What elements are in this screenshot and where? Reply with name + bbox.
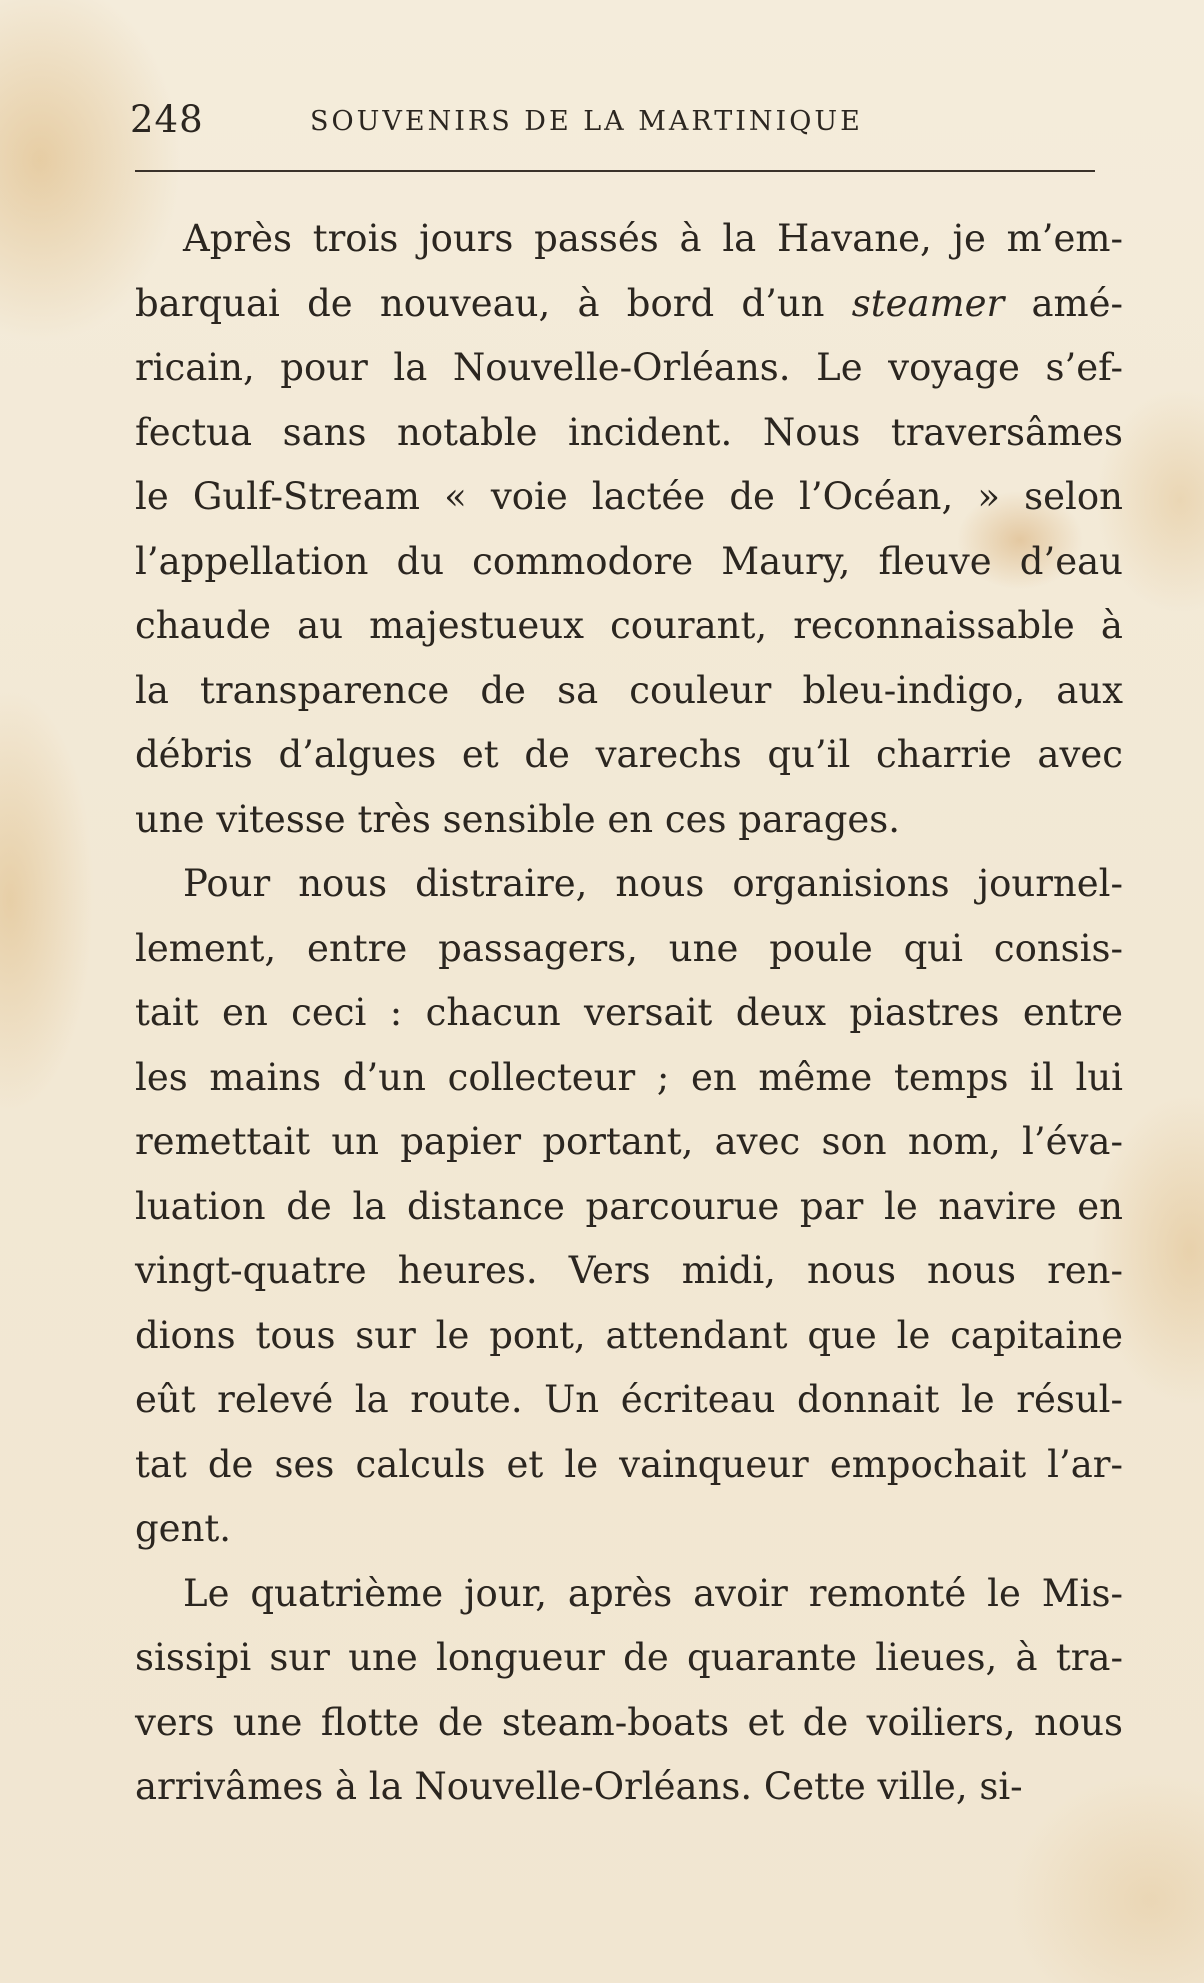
text-line: [135, 336, 1123, 401]
text-line: [135, 659, 1123, 724]
text-segment: tat de ses calculs et le vainqueur empochait l’ar-: [135, 1442, 1123, 1486]
body-text: [135, 207, 1123, 1820]
text-line: [135, 594, 1123, 659]
paragraph: [135, 852, 1123, 1562]
text-segment: fectua sans notable incident. Nous traversâmes: [135, 410, 1123, 454]
running-title: SOUVENIRS DE LA MARTINIQUE: [310, 106, 863, 137]
header-rule: [135, 170, 1095, 172]
text-line: [135, 1110, 1123, 1175]
text-segment: vingt-quatre heures. Vers midi, nous nous ren-: [135, 1249, 1123, 1292]
text-segment: Après trois jours passés à la Havane, je m’em-: [183, 217, 1123, 260]
page-header: [130, 98, 1095, 148]
page-number: 248: [130, 98, 204, 141]
text-segment: eût relevé la route. Un écriteau donnait le résul-: [135, 1378, 1123, 1421]
text-line: [135, 272, 1123, 337]
text-segment: arrivâmes à la Nouvelle-Orléans. Cette ville, si-: [135, 1765, 1023, 1808]
text-segment: chaude au majestueux courant, reconnaissable à: [135, 604, 1123, 647]
text-line: [135, 1497, 1123, 1562]
text-segment: le Gulf-Stream « voie lactée de l’Océan, » selon: [135, 475, 1123, 518]
text-segment: tait en ceci : chacun versait deux piastres entre: [135, 991, 1123, 1034]
text-segment: les mains d’un collecteur ; en même temps il lui: [135, 1055, 1123, 1099]
text-segment: dions tous sur le pont, attendant que le capitaine: [135, 1313, 1123, 1357]
paragraph: [135, 207, 1123, 852]
text-line: [135, 1562, 1123, 1627]
text-line: [135, 788, 1123, 853]
text-segment: la transparence de sa couleur bleu-indigo, aux: [135, 668, 1123, 712]
text-line: [135, 852, 1123, 917]
text-segment: barquai de nouveau, à bord d’un: [135, 281, 852, 325]
text-line: [135, 1304, 1123, 1369]
italic-text: steamer: [851, 281, 1005, 325]
text-line: [135, 1691, 1123, 1756]
text-line: [135, 1433, 1123, 1498]
text-line: [135, 981, 1123, 1046]
text-line: [135, 530, 1123, 595]
text-line: [135, 1626, 1123, 1691]
text-segment: ricain, pour la Nouvelle-Orléans. Le voyage s’ef-: [135, 346, 1123, 389]
text-segment: luation de la distance parcourue par le navire en: [135, 1184, 1123, 1228]
text-line: [135, 401, 1123, 466]
text-segment: Pour nous distraire, nous organisions journel-: [183, 862, 1123, 905]
text-segment: débris d’algues et de varechs qu’il charrie avec: [135, 733, 1123, 776]
text-line: [135, 207, 1123, 272]
text-line: [135, 1755, 1123, 1820]
text-line: [135, 917, 1123, 982]
text-line: [135, 465, 1123, 530]
text-segment: l’appellation du commodore Maury, fleuve d’eau: [135, 539, 1123, 583]
text-segment: vers une flotte de steam-boats et de voiliers, nous: [135, 1700, 1123, 1744]
text-line: [135, 723, 1123, 788]
text-segment: sissipi sur une longueur de quarante lieues, à tra-: [135, 1636, 1123, 1679]
text-segment: une vitesse très sensible en ces parages.: [135, 797, 901, 841]
text-line: [135, 1368, 1123, 1433]
text-segment: lement, entre passagers, une poule qui consis-: [135, 926, 1123, 970]
text-line: [135, 1175, 1123, 1240]
text-segment: remettait un papier portant, avec son nom, l’éva-: [135, 1120, 1123, 1163]
paragraph: [135, 1562, 1123, 1820]
text-segment: Le quatrième jour, après avoir remonté le Mis-: [183, 1571, 1123, 1615]
text-segment: gent.: [135, 1507, 232, 1550]
text-line: [135, 1046, 1123, 1111]
text-line: [135, 1239, 1123, 1304]
text-segment: amé-: [1004, 281, 1123, 325]
